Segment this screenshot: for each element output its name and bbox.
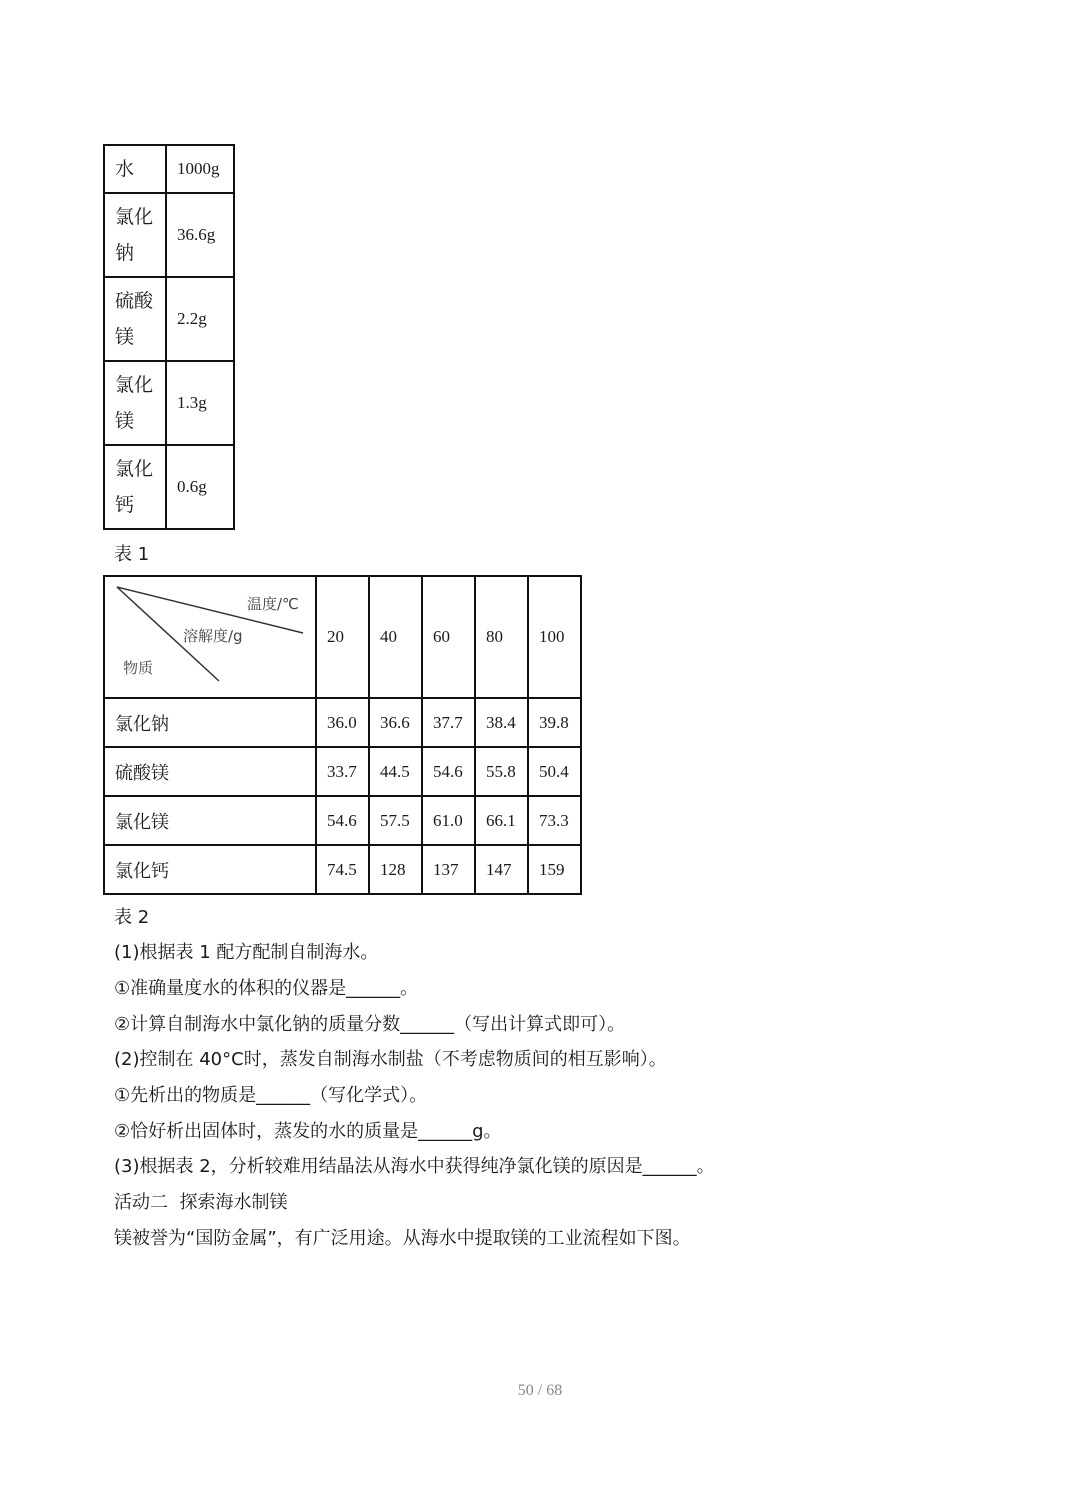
table-1-caption: 表 1 — [114, 544, 150, 565]
substance-name: 氯化 钠 — [104, 193, 166, 277]
question-1-part-1: ①准确量度水的体积的仪器是______。 — [114, 978, 419, 999]
table-row — [104, 747, 581, 796]
temp-header: 20 — [316, 576, 369, 698]
substance-name: 氯化 钙 — [104, 445, 166, 529]
table-row — [104, 796, 581, 845]
table-2-caption: 表 2 — [114, 907, 150, 928]
table-row — [104, 277, 234, 361]
table-1 — [103, 144, 235, 530]
solubility-label: 溶解度/g — [183, 627, 243, 645]
table-row — [104, 361, 234, 445]
temp-header: 80 — [475, 576, 528, 698]
temp-header: 40 — [369, 576, 422, 698]
solubility-value: 37.7 — [422, 698, 475, 747]
solubility-value: 50.4 — [528, 747, 581, 796]
solubility-value: 74.5 — [316, 845, 369, 894]
solubility-value: 57.5 — [369, 796, 422, 845]
table-2 — [103, 575, 582, 895]
substance-name: 水 — [104, 145, 166, 193]
diagonal-header-cell — [104, 576, 316, 698]
solubility-value: 73.3 — [528, 796, 581, 845]
activity-intro: 镁被誉为“国防金属”，有广泛用途。从海水中提取镁的工业流程如下图。 — [114, 1228, 691, 1249]
substance-name: 氯化钙 — [104, 845, 316, 894]
solubility-value: 61.0 — [422, 796, 475, 845]
substance-name: 氯化 镁 — [104, 361, 166, 445]
solubility-value: 159 — [528, 845, 581, 894]
solubility-value: 55.8 — [475, 747, 528, 796]
table-row — [104, 193, 234, 277]
table-row — [104, 445, 234, 529]
solubility-value: 38.4 — [475, 698, 528, 747]
solubility-value: 54.6 — [316, 796, 369, 845]
solubility-value: 39.8 — [528, 698, 581, 747]
temperature-label: 温度/℃ — [247, 595, 299, 613]
solubility-value: 36.0 — [316, 698, 369, 747]
substance-name: 氯化钠 — [104, 698, 316, 747]
substance-name: 硫酸 镁 — [104, 277, 166, 361]
solubility-value: 66.1 — [475, 796, 528, 845]
temp-header: 60 — [422, 576, 475, 698]
solubility-value: 54.6 — [422, 747, 475, 796]
substance-mass: 2.2g — [166, 277, 234, 361]
solubility-value: 33.7 — [316, 747, 369, 796]
activity-heading: 活动二 探索海水制镁 — [114, 1192, 288, 1213]
table-header-row — [104, 576, 581, 698]
substance-mass: 1.3g — [166, 361, 234, 445]
substance-name: 氯化镁 — [104, 796, 316, 845]
question-1: (1)根据表 1 配方配制自制海水。 — [114, 942, 379, 963]
table-row — [104, 698, 581, 747]
question-2: (2)控制在 40°C时，蒸发自制海水制盐（不考虑物质间的相互影响）。 — [114, 1049, 667, 1070]
solubility-value: 44.5 — [369, 747, 422, 796]
substance-mass: 36.6g — [166, 193, 234, 277]
table-row — [104, 845, 581, 894]
substance-mass: 1000g — [166, 145, 234, 193]
solubility-value: 137 — [422, 845, 475, 894]
table-row — [104, 145, 234, 193]
solubility-value: 128 — [369, 845, 422, 894]
solubility-value: 147 — [475, 845, 528, 894]
question-2-part-2: ②恰好析出固体时，蒸发的水的质量是______g。 — [114, 1121, 502, 1142]
substance-name: 硫酸镁 — [104, 747, 316, 796]
substance-label: 物质 — [123, 659, 154, 677]
question-1-part-2: ②计算自制海水中氯化钠的质量分数______（写出计算式即可）。 — [114, 1014, 626, 1035]
solubility-value: 36.6 — [369, 698, 422, 747]
temp-header: 100 — [528, 576, 581, 698]
question-3: (3)根据表 2，分析较难用结晶法从海水中获得纯净氯化镁的原因是______。 — [114, 1156, 715, 1177]
page-number: 50 / 68 — [517, 1382, 563, 1399]
substance-mass: 0.6g — [166, 445, 234, 529]
question-2-part-1: ①先析出的物质是______（写化学式）。 — [114, 1085, 428, 1106]
